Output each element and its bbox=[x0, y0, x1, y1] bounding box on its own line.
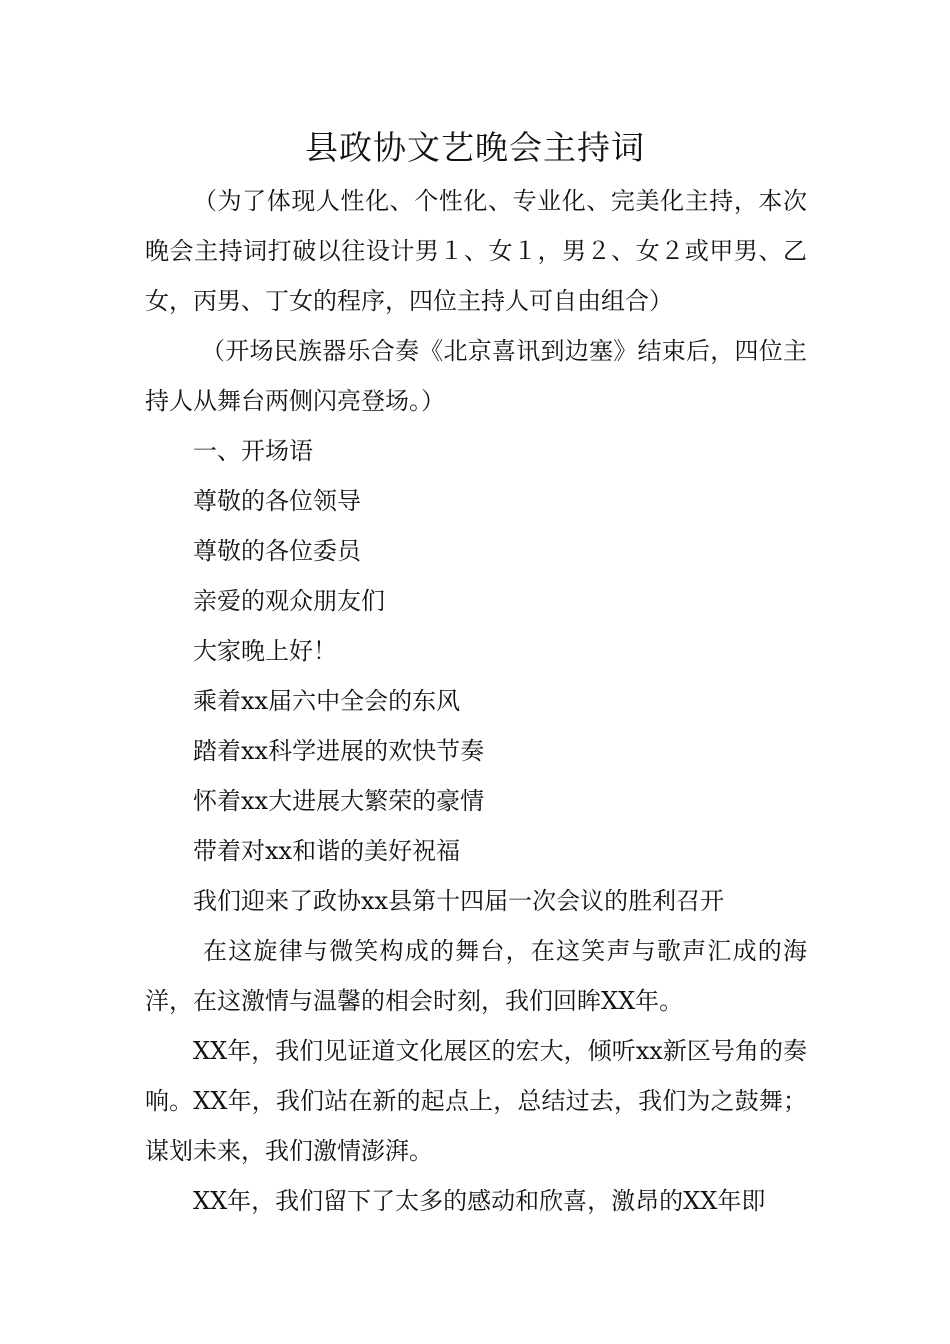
paragraph-line: 我们迎来了政协xx县第十四届一次会议的胜利召开 bbox=[193, 887, 725, 915]
paragraph-line: 尊敬的各位委员 bbox=[193, 537, 361, 565]
document-body bbox=[145, 176, 807, 1226]
paragraph-line: 亲爱的观众朋友们 bbox=[193, 587, 385, 615]
paragraph-opening-note: （开场民族器乐合奏《北京喜讯到边塞》结束后，四位主持人从舞台两侧闪亮登场。） bbox=[145, 337, 807, 415]
document-title: 县政协文艺晚会主持词 bbox=[305, 128, 645, 167]
paragraph-body: XX年，我们见证道文化展区的宏大，倾听xx新区号角的奏响。XX年，我们站在新的起点上，总结过去，我们为之鼓舞；谋划未来，我们激情澎湃。 bbox=[145, 1037, 807, 1165]
paragraph-body: XX年，我们留下了太多的感动和欣喜，激昂的XX年即 bbox=[193, 1187, 766, 1215]
paragraph-line: 尊敬的各位领导 bbox=[193, 487, 361, 515]
paragraph-line: 乘着xx届六中全会的东风 bbox=[193, 687, 461, 715]
paragraph-body: 在这旋律与微笑构成的舞台，在这笑声与歌声汇成的海洋，在这激情与温馨的相会时刻，我们回眸XX年。 bbox=[145, 937, 807, 1015]
paragraph-line: 带着对xx和谐的美好祝福 bbox=[193, 837, 461, 865]
section-heading-opening: 一、开场语 bbox=[193, 437, 313, 465]
paragraph-line: 大家晚上好！ bbox=[193, 637, 337, 665]
paragraph-line: 踏着xx科学进展的欢快节奏 bbox=[193, 737, 485, 765]
paragraph-line: 怀着xx大进展大繁荣的豪情 bbox=[193, 787, 485, 815]
paragraph-intro-note: （为了体现人性化、个性化、专业化、完美化主持，本次晚会主持词打破以往设计男１、女１，男２、女２或甲男、乙女，丙男、丁女的程序，四位主持人可自由组合） bbox=[145, 187, 807, 315]
